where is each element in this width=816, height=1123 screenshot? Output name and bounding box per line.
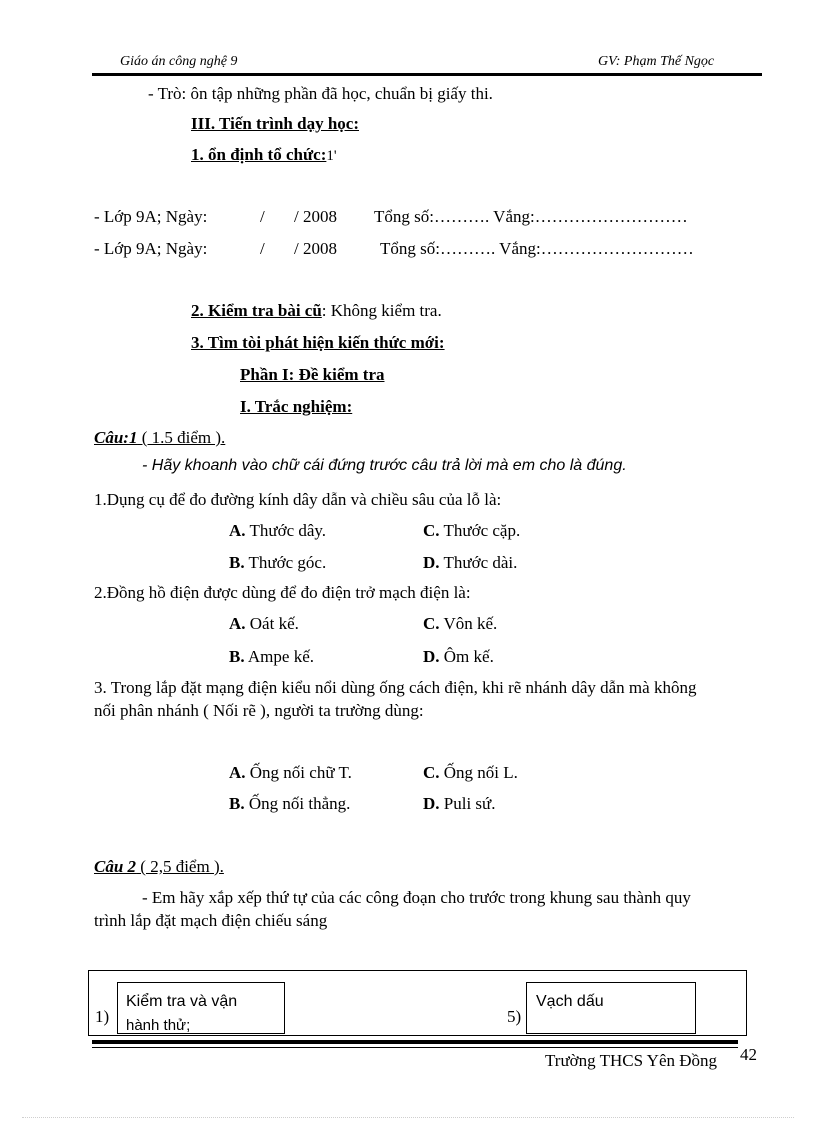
section-3-title: III. Tiến trình dạy học: [191, 114, 359, 133]
header-author: GV: Phạm Thế Ngọc [598, 54, 715, 69]
q1-item-1-option-a: A. Thước dây. [229, 521, 327, 540]
q2-label: Câu 2 [94, 857, 137, 876]
q2-points: ( 2,5 điểm ). [136, 857, 224, 876]
item-2-text: : Không kiểm tra. [321, 301, 442, 320]
q1-item-2-option-b: B. Ampe kế. [229, 647, 314, 666]
item-2-line [191, 301, 442, 321]
footer-school: Trường THCS Yên Đồng [545, 1051, 718, 1070]
q1-item-3-option-a: A. Ống nối chữ T. [229, 763, 352, 782]
attendance-slash-2: / [260, 239, 265, 258]
q2-heading [94, 857, 224, 877]
step-1-number: 1) [95, 1007, 110, 1026]
attendance-year-1: / 2008 [294, 207, 337, 226]
attendance-class-2: - Lớp 9A; Ngày: [94, 239, 208, 258]
q1-heading [94, 428, 225, 448]
q1-item-3-stem: 3. Trong lắp đặt mạng điện kiểu nổi dùng ống cách điện, khi rẽ nhánh dây dẫn mà không [94, 678, 697, 697]
q1-instruction: - Hãy khoanh vào chữ cái đứng trước câu trả lời mà em cho là đúng. [142, 457, 627, 474]
item-2-title: 2. Kiểm tra bài cũ [191, 301, 322, 320]
attendance-year-2: / 2008 [294, 239, 337, 258]
q2-text-1: - Em hãy xắp xếp thứ tự của các công đoạn cho trước trong khung sau thành quy [142, 888, 691, 907]
q1-item-2-stem: 2.Đồng hồ điện được dùng để đo điện trở mạch điện là: [94, 583, 471, 602]
attendance-class-1: - Lớp 9A; Ngày: [94, 207, 208, 226]
q1-item-2-option-c: C. Vôn kế. [423, 614, 498, 633]
q1-item-3-option-b: B. Ống nối thẳng. [229, 794, 351, 813]
step-5-box [526, 982, 696, 1034]
header-title: Giáo án công nghệ 9 [120, 54, 238, 69]
q1-points: ( 1.5 điểm ). [137, 428, 226, 447]
item-1-title: 1. ổn định tổ chức: [191, 145, 327, 164]
mc-title: I. Trắc nghiệm: [240, 397, 353, 416]
q1-item-2-option-d: D. Ôm kế. [423, 647, 494, 666]
item-1-suffix: 1' [326, 148, 337, 164]
attendance-total-1: Tổng số:………. Vắng:……………………… [374, 207, 688, 226]
q1-item-3-option-c: C. Ống nối L. [423, 763, 518, 782]
item-1-line [191, 145, 337, 165]
q1-item-1-option-d: D. Thước dài. [423, 553, 518, 572]
part-1-title: Phần I: Đề kiểm tra [240, 365, 385, 384]
q1-item-2-option-a: A. Oát kế. [229, 614, 299, 633]
step-1-label: Kiểm tra và vận [126, 993, 238, 1010]
q1-item-1-option-c: C. Thước cặp. [423, 521, 521, 540]
q1-item-3-option-d: D. Puli sứ. [423, 794, 496, 813]
step-1-label-cont: hành thử; [126, 1017, 191, 1034]
attendance-total-2: Tổng số:………. Vắng:……………………… [380, 239, 694, 258]
step-1-box [117, 982, 285, 1034]
q1-item-1-option-b: B. Thước góc. [229, 553, 327, 572]
q1-item-3-stem-cont: nối phân nhánh ( Nối rẽ ), người ta trường dùng: [94, 701, 424, 720]
q2-text-2: trình lắp đặt mạch điện chiếu sáng [94, 911, 328, 930]
attendance-slash-1: / [260, 207, 265, 226]
intro-line: - Trò: ôn tập những phần đã học, chuẩn bị giấy thi. [148, 84, 493, 103]
q1-item-1-stem: 1.Dụng cụ để đo đường kính dây dẫn và chiều sâu của lỗ là: [94, 490, 502, 509]
step-5-label: Vạch dấu [536, 993, 604, 1010]
footer-rule-thin [92, 1047, 738, 1048]
item-3-title: 3. Tìm tòi phát hiện kiến thức mới: [191, 333, 445, 352]
step-5-number: 5) [507, 1007, 522, 1026]
page-bottom-divider [22, 1117, 794, 1118]
header-rule [92, 73, 762, 76]
page-number: 42 [740, 1045, 757, 1064]
q1-label: Câu:1 [94, 428, 138, 447]
footer-rule-thick [92, 1040, 738, 1044]
